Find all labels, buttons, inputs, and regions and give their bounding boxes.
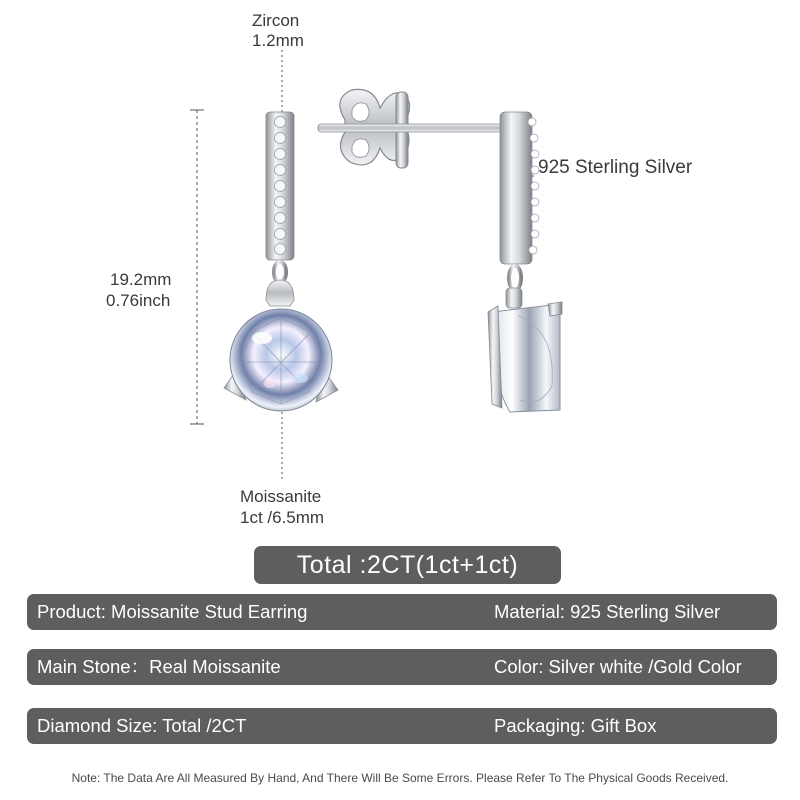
material-text: Material: 925 Sterling Silver — [494, 601, 721, 622]
length-inch-label: 0.76inch — [106, 291, 171, 310]
spec-row-product — [27, 594, 777, 630]
packaging-text: Packaging: Gift Box — [494, 715, 657, 736]
moissanite-size-label: 1ct /6.5mm — [240, 508, 325, 527]
silver-label: 925 Sterling Silver — [538, 157, 693, 178]
diamond-size-text: Diamond Size: Total /2CT — [37, 715, 247, 736]
length-mm-label: 19.2mm — [110, 270, 172, 289]
moissanite-label: Moissanite — [240, 487, 322, 506]
zircon-size-label: 1.2mm — [252, 31, 304, 50]
zircon-label: Zircon — [252, 11, 300, 30]
side-earring — [318, 89, 562, 412]
color-text: Color: Silver white /Gold Color — [494, 656, 742, 677]
spec-row-stone — [27, 649, 777, 685]
spec-row-size — [27, 708, 777, 744]
product-text: Product: Moissanite Stud Earring — [37, 601, 308, 622]
zircon-row — [275, 117, 286, 255]
main-stone-text: Main Stone：Real Moissanite — [37, 656, 281, 677]
measurement-note: Note: The Data Are All Measured By Hand, And There Will Be Some Errors. Please Refer To The Physical Goods Received. — [71, 771, 729, 785]
total-carat-badge: Total :2CT(1ct+1ct) — [254, 546, 561, 584]
height-dimension-line — [190, 110, 204, 424]
front-earring — [224, 112, 338, 411]
